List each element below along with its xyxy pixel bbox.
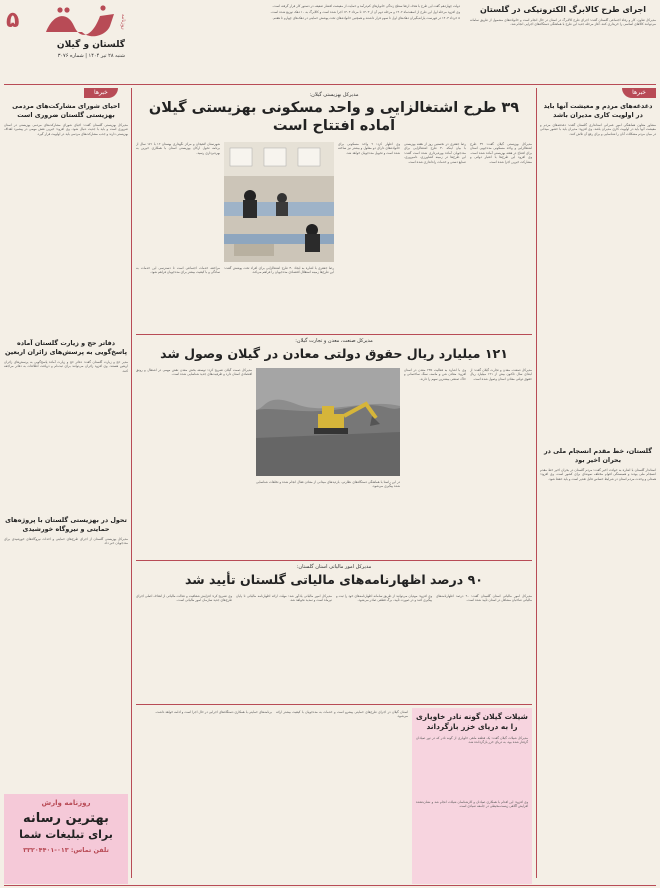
ad-line-1: بهترین رسانه [23,811,109,826]
top-right-title: اجرای طرح کالابرگ الکترونیکی در گلستان [479,5,647,14]
logo [40,2,120,42]
right-col-body-2: استاندار گلستان با اشاره به حوادث اخیر گفت: مردم گلستان در بحران اخیر خط مقدم انسجام ملی بودند و همبستگی اقوام مختلف نمونه‌ای برای کشور است. وی افزود: همدلی و وحدت مردم استان در شرایط حساس قابل تقدیر است و باید حفظ شود. [540,468,656,481]
left-col-body-3: مدیرکل بهزیستی گلستان از اجرای طرح‌های حمایتی و احداث نیروگاه‌های خورشیدی برای مددجویان خبر داد. [4,537,128,546]
story2-divider [136,334,532,335]
right-column [540,102,656,682]
right-col-rule [536,88,537,878]
story3-col-3: مدیرکل امور مالیاتی یادآور شد: مهلت ارائه اظهارنامه مالیاتی تا پایان تیرماه است و تمدید نخواهد شد. [236,594,332,603]
story2-col-3: در این راستا با هماهنگی دستگاه‌های نظارتی، بازدیدهای میدانی از معادن فعال انجام شده و تخلفات شناسایی شده پیگیری می‌شود. [256,480,400,489]
date-text: شنبه ۲۸ تیر ۱۴۰۴ [88,53,125,59]
footer-rule [4,885,656,886]
left-col-rule [131,88,132,878]
mine-photo [256,368,400,476]
right-col-title-1: دغدغه‌های مردم و معیشت آنها باید در اولویت کاری مدیران باشد [543,102,653,119]
story2-col-2: وی با اشاره به فعالیت ۲۳۵ معدن در استان افزود: معادن شن و ماسه، سنگ ساختمانی و خاک صنعتی بیشترین سهم را دارند. [404,368,466,381]
story3-kicker: مدیرکل امور مالیاتی استان گلستان: [296,564,372,570]
top-right-article [470,4,656,80]
main-headline-2: آماده افتتاح است [272,118,396,134]
right-col-title-2: گلستان، خط مقدم انسجام ملی در بحران اخیر بود [544,447,652,464]
main-story [136,88,532,330]
story2-kicker: مدیرکل صنعت، معدن و تجارت گیلان: [295,338,373,344]
ad-box[interactable] [4,794,128,884]
main-col-3: وی اظهار کرد: ۹ واحد مسکونی برای خانواده‌های دارای دو معلول و بیشتر نیز ساخته شده است و تحویل مددجویان خواهد شد. [338,142,400,155]
story5-col-1: استان گیلان در اجرای طرح‌های حمایتی پیشرو است و خدمات به مددجویان با کیفیت بیشتر ارائه می‌شود. [276,710,408,719]
issue-number: شماره ۳۰۷۶ [57,53,84,59]
top-left-p2: وی افزود مرحله اول این طرح از اسفندماه ۱۴۰۲ و مرحله دوم آن از ۱۴۰۳ تا مرداد ۱۴۰۴ اجرا شده است و کالابرگ به ۱۰ دهک توزیع شده است. [270,10,460,14]
right-col-body-1: مشاور معاون هماهنگی امور عمرانی استانداری گلستان گفت: دغدغه‌های مردم و معیشت آنها باید در اولویت کاری مدیران باشد. وی افزود: مدیران باید با حضور میدانی در میان مردم مشکلات آنان را شناسایی و برای رفع آن تلاش کنند. [540,123,656,136]
logo-mark [40,2,120,42]
main-col-2: رضا جعفری در نخستین روز از هفته بهزیستی با بیان اینکه ۳۰ طرح اشتغالزایی برای مددجویان آماده بهره‌برداری شده است گفت: این طرح‌ها در زمینه کشاورزی، دامپروری، صنایع دستی و خدمات راه‌اندازی شده است. [404,142,466,164]
left-column [4,102,128,702]
issue-date [5,53,125,59]
main-photo-caption: شهرستان لاهیجان و مرکز نگهداری بهستان ۱۲ با ۱۷۱ سال از برنامه تحول ارکان بهزیستی استان با همکاری خیرین به بهره‌برداری رسید. [136,142,220,155]
story-4-box [412,708,532,884]
story3-col-2: وی افزود: مودیان می‌توانند از طریق سامانه اظهارنامه‌های خود را ثبت و پیگیری کنند و در صورت تأیید، برگ قطعی صادر می‌شود. [336,594,432,603]
issue-sep: | [83,53,87,59]
main-headline-1: ۳۹ طرح اشتغالزایی و واحد مسکونی بهزیستی گیلان [148,100,520,116]
workshop-photo [224,142,334,262]
story2-col-4: مدیرکل صمت گیلان تصریح کرد: توسعه بخش معدن نقش مهمی در اشتغال و رونق اقتصادی استان دارد و ظرفیت‌های جدید شناسایی شده است. [136,368,252,377]
top-right-body: مدیرکل تعاون، کار و رفاه اجتماعی گلستان گفت: اجرای طرح کالابرگ در استان در حال انجام است و خانواده‌های مشمول از طریق سامانه می‌توانند کالاهای اساسی را خریداری کنند. آغاز مرحله جدید این طرح با هماهنگی دستگاه‌های اجرایی انجام شد. [470,18,656,27]
main-col-1: مدیرکل بهزیستی گیلان گفت: ۳۹ طرح اشتغالزایی و واحد مسکونی مددجویی استان برای افتتاح در هفته بهزیستی آماده شده است. وی افزود این طرح‌ها با اعتبار دولتی و مشارکت خیرین اجرا شده است. [470,142,532,164]
story2-headline: ۱۲۱ میلیارد ریال حقوق دولتی معادن در گیلان وصول شد [160,346,508,361]
top-left-p1: دولت چهاردهم گفت این طرح با هدف ارتقا سطح زندگی خانوارهای کم‌درآمد و حمایت از معیشت اقشار ضعیف در دستور کار قرار گرفته است. [272,4,460,8]
ad-title: روزنامه وارش [41,799,91,807]
story3-col-1: مدیرکل امور مالیاتی استان گلستان گفت: ۹۰ درصد اظهارنامه‌های مالیاتی صاحبان مشاغل در استان تأیید شده است. [436,594,532,603]
top-left-p3: ۵ خرداد ۱۴۰۳ در فهرست یارانه‌بگیران دهک‌های اول تا سوم قرار داشتند و همچنین خانواده‌های تحت پوشش حمایتی در دهک‌های چهارم تا هفتم. [272,16,460,20]
left-col-title-3: تحول در بهزیستی گلستان با پروژه‌های حمایتی و نیروگاه خورشیدی [5,516,127,533]
page-number: ۵ [6,8,20,33]
news-badge-left: خبرها [84,88,118,98]
story2-col-1: مدیرکل صنعت، معدن و تجارت گیلان گفت: از ابتدای سال تاکنون بیش از ۱۲۱ میلیارد ریال حقوق دولتی معادن استان وصول شده است. [470,368,532,381]
left-col-title-1: احیای شورای مشارکت‌های مردمی بهزیستی گلستان ضروری است [12,102,120,119]
story4-col-2: وی افزود: این اقدام با همکاری صیادان و کارشناسان شیلات انجام شد و نشان‌دهنده افزایش آگاهی زیست‌محیطی در جامعه صیادی است. [416,800,528,809]
main-bottom-caption-2: مراجعه خدمات اجتماعی است تا دسترسی این خدمات به سادگی و با کیفیت بیشتر برای مددجویان فراهم شود. [136,266,220,275]
main-photo [224,142,334,262]
top-left-text [164,4,460,68]
story-2 [136,336,532,556]
story3-headline: ۹۰ درصد اظهارنامه‌های مالیاتی گلستان تأیید شد [185,572,483,587]
section-title: گلستان و گیلان [56,40,125,50]
story3-divider [136,560,532,561]
left-col-body-1: مدیرکل بهزیستی گلستان گفت: احیای شورای مشارکت‌های مردمی بهزیستی در استان ضروری است و باید با جدیت دنبال شود. وی افزود: خیرین نقش مهمی در پیشبرد اهداف بهزیستی دارند و جذب مشارکت‌های مردمی باید در اولویت قرار گیرد. [4,123,128,136]
main-kicker: مدیرکل بهزیستی گیلان: [309,92,359,98]
logo-prefix: روزنامه [120,14,126,30]
story-3 [136,562,532,700]
story4-headline: شیلات گیلان گونه نادر خاویاری را به دریای خزر بازگرداند [416,712,528,731]
ad-line-2: برای تبلیغات شما [19,828,113,841]
left-col-title-2: دفاتر حج و زیارت گلستان آماده پاسخ‌گویی به پرسش‌های زائران اربعین [5,339,127,356]
left-col-body-2: مدیر حج و زیارت گلستان گفت: دفاتر حج و زیارت آماده پاسخ‌گویی به پرسش‌های زائران اربعین هستند. وی افزود زائران می‌توانند برای ثبت‌نام و دریافت اطلاعات به دفاتر مراجعه کنند. [4,360,128,373]
top-divider [4,84,656,85]
excavator-photo [256,368,400,476]
story5-col-2: برنامه‌های حمایتی با همکاری دستگاه‌های اجرایی در حال اجرا است و ادامه خواهد داشت. [155,710,272,714]
masthead [0,0,160,64]
story4-col-1: مدیرکل شیلات گیلان گفت: یک قطعه ماهی خاویاری از گونه نادر که در تور صیادان گرفتار شده بود، به دریای خزر بازگردانده شد. [416,736,528,745]
ad-phone[interactable]: تلفن تماس: ۰۱۳-۳۳۲۰۴۴۰۱ [23,846,109,854]
story3-col-4: وی تصریح کرد: افزایش شفافیت و عدالت مالیاتی از اهداف اصلی اجرای طرح‌های جدید سازمان امور مالیاتی است. [136,594,232,603]
news-badge-right: خبرها [622,88,656,98]
bottom-divider [136,704,532,705]
main-bottom-caption: رضا جعفری با اشاره به ایجاد ۳۰ طرح اشتغالزایی برای افراد تحت پوشش گفت: این طرح‌ها زمینه استقلال اقتصادی مددجویان را فراهم می‌کند. [224,266,334,275]
